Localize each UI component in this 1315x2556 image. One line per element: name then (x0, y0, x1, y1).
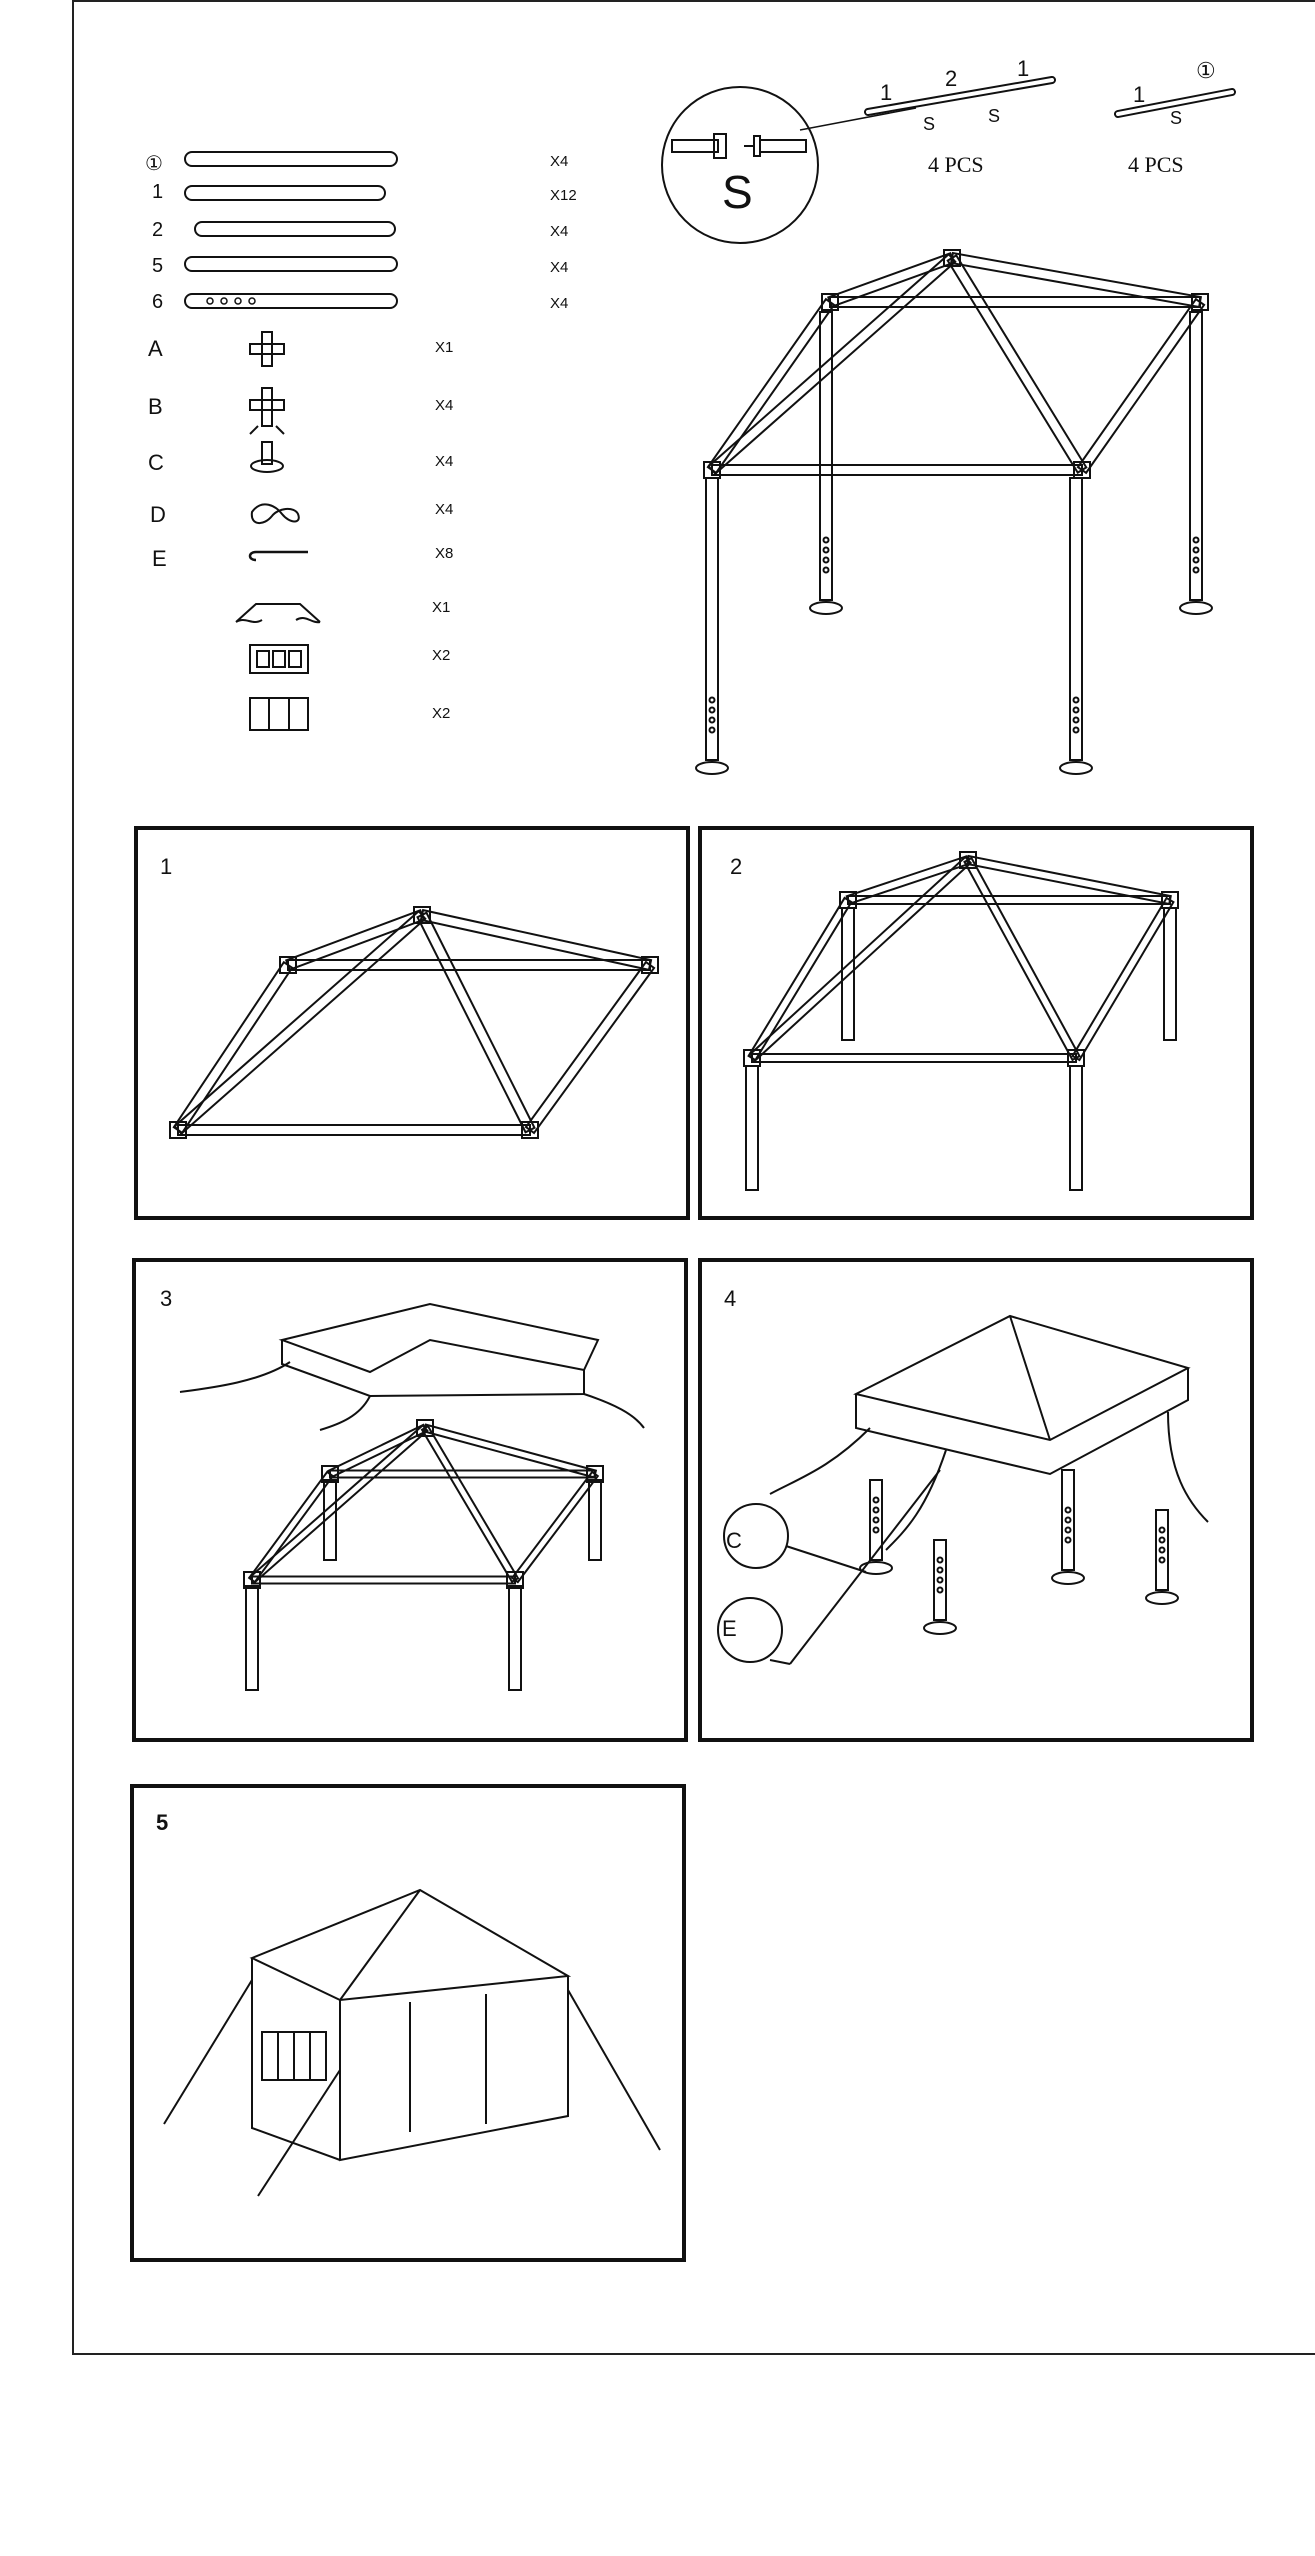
part-qty: X4 (435, 501, 454, 518)
corner-connector-icon (250, 388, 284, 434)
window-wall-icon (250, 645, 308, 673)
part-row (152, 255, 568, 277)
part-row (152, 291, 568, 313)
part-qty: X4 (550, 153, 569, 170)
s-connector-label: S (722, 166, 753, 218)
leg-hole (1194, 548, 1199, 553)
assembly-part-label: 1 (1017, 56, 1030, 81)
plain-wall-icon (250, 698, 308, 730)
part-row (152, 181, 577, 204)
part-qty: X4 (550, 259, 569, 276)
step-number: 3 (160, 1286, 173, 1311)
foot-plate (696, 762, 728, 774)
assembly-part-label: S (923, 114, 936, 134)
assembly-2 (1118, 58, 1232, 177)
leg-hole (824, 538, 829, 543)
part-qty: X8 (435, 545, 454, 562)
leg-hole (824, 568, 829, 573)
step-number: 1 (160, 854, 173, 879)
leg-hole (1074, 698, 1079, 703)
part-id: D (150, 502, 166, 527)
assembly-part-label: ① (1196, 58, 1216, 83)
assembly-part-label: 1 (1133, 82, 1146, 107)
canopy-top-icon (236, 604, 320, 622)
assembly-count: 4 PCS (1128, 152, 1184, 177)
foot-plate (810, 602, 842, 614)
part-row (152, 219, 568, 241)
assembly-count: 4 PCS (928, 152, 984, 177)
center-cross-icon (250, 332, 284, 366)
part-qty: X1 (432, 599, 451, 616)
part-qty: X4 (550, 223, 569, 240)
part-qty: X4 (435, 453, 454, 470)
part-qty: X2 (432, 647, 451, 664)
leg-hole (824, 558, 829, 563)
step-1-panel (136, 828, 688, 1218)
leg-hole (710, 718, 715, 723)
tube-icon (185, 294, 397, 308)
step-3-panel (134, 1260, 686, 1740)
pole (951, 253, 1201, 307)
leg-hole (710, 708, 715, 713)
assembly-part-label: 2 (945, 66, 958, 91)
assembly-part-label: S (1170, 108, 1183, 128)
foot-plate (1180, 602, 1212, 614)
assembly-1 (868, 56, 1052, 177)
tube-icon (185, 186, 385, 200)
part-qty: X4 (550, 295, 569, 312)
step-5-panel (132, 1786, 684, 2260)
foot-plate-icon (251, 442, 283, 472)
part-qty: X4 (435, 397, 454, 414)
leg-hole (1074, 718, 1079, 723)
part-row (152, 545, 453, 571)
step-number: 2 (730, 854, 743, 879)
part-id: C (148, 450, 164, 475)
pole (948, 255, 1087, 472)
part-id: 6 (152, 291, 164, 313)
part-row (250, 698, 450, 730)
part-row (148, 332, 453, 366)
part-id: B (148, 394, 163, 419)
part-id: 5 (152, 255, 164, 277)
assembly-part-label: 1 (880, 80, 893, 105)
leg-hole (710, 698, 715, 703)
tube-icon (185, 257, 397, 271)
leg-hole (1074, 708, 1079, 713)
parts-list (145, 152, 577, 730)
part-qty: X1 (435, 339, 454, 356)
step-number: 5 (156, 1810, 169, 1835)
pole (830, 297, 1200, 307)
part-id: A (148, 336, 163, 361)
leg-hole (1194, 568, 1199, 573)
stake-icon (250, 552, 308, 560)
leg-hole (1074, 728, 1079, 733)
tube-icon (185, 152, 397, 166)
pole (712, 465, 1082, 475)
leg-hole (710, 728, 715, 733)
part-qty: X12 (550, 187, 577, 204)
part-row (150, 501, 453, 527)
magnifier-circle (662, 87, 818, 243)
assembly-part-label: S (988, 106, 1001, 126)
part-row (236, 599, 450, 622)
step-2-panel (700, 828, 1252, 1218)
part-qty: X2 (432, 705, 451, 722)
leg-hole (824, 548, 829, 553)
part-row (148, 442, 453, 475)
rope-icon (252, 504, 299, 523)
part-row (250, 645, 450, 673)
part-id: E (152, 546, 167, 571)
foot-plate (1060, 762, 1092, 774)
part-id: ① (145, 153, 163, 175)
leg-hole (1194, 558, 1199, 563)
callout-e-label: E (722, 1616, 737, 1641)
part-row (148, 388, 453, 434)
tube-icon (195, 222, 395, 236)
step-4-panel (700, 1260, 1252, 1740)
part-id: 2 (152, 219, 164, 241)
leg-hole (1194, 538, 1199, 543)
frame-overview (696, 250, 1212, 774)
pole (1078, 299, 1204, 473)
part-id: 1 (152, 181, 164, 203)
part-row (145, 152, 568, 175)
step-number: 4 (724, 1286, 737, 1311)
callout-c-label: C (726, 1528, 742, 1553)
